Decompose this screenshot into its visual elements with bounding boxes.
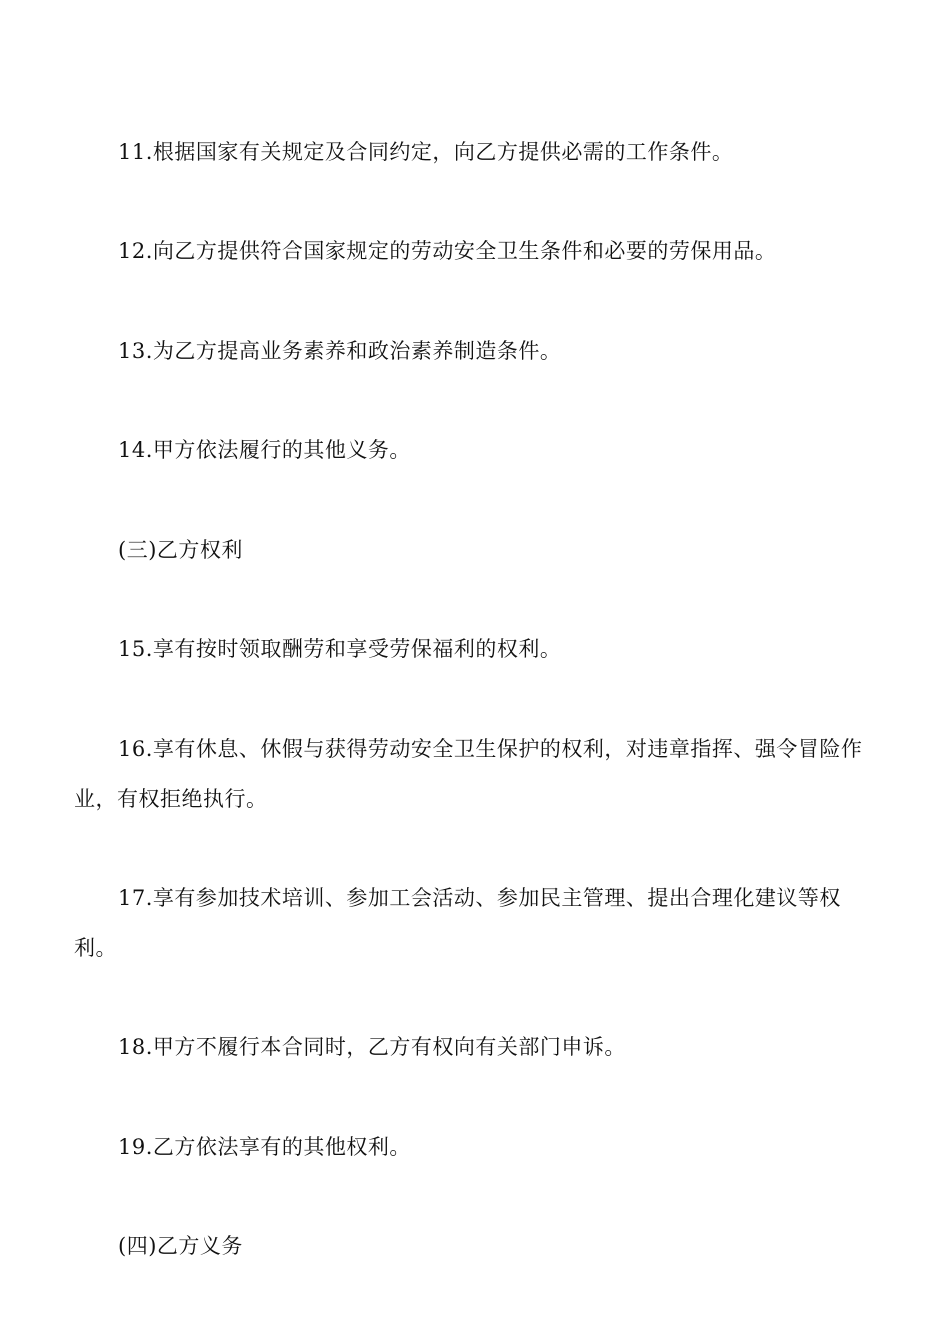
clause-15: 15.享有按时领取酬劳和享受劳保福利的权利。 (118, 637, 562, 661)
clause-14: 14.甲方依法履行的其他义务。 (118, 438, 411, 462)
clause-19: 19.乙方依法享有的其他权利。 (118, 1135, 411, 1159)
clause-18: 18.甲方不履行本合同时，乙方有权向有关部门申诉。 (118, 1035, 626, 1059)
clause-12: 12.向乙方提供符合国家规定的劳动安全卫生条件和必要的劳保用品。 (118, 239, 777, 263)
clause-13: 13.为乙方提高业务素养和政治素养制造条件。 (118, 339, 562, 363)
section-heading-party-b-rights: (三)乙方权利 (118, 538, 243, 562)
clause-11: 11.根据国家有关规定及合同约定，向乙方提供必需的工作条件。 (118, 140, 734, 164)
clause-17: 17.享有参加技术培训、参加工会活动、参加民主管理、提出合理化建议等权利。 (74, 886, 841, 960)
clause-16: 16.享有休息、休假与获得劳动安全卫生保护的权利，对违章指挥、强令冒险作业，有权拒绝执行。 (74, 737, 863, 811)
section-heading-party-b-obligations: (四)乙方义务 (118, 1234, 243, 1258)
